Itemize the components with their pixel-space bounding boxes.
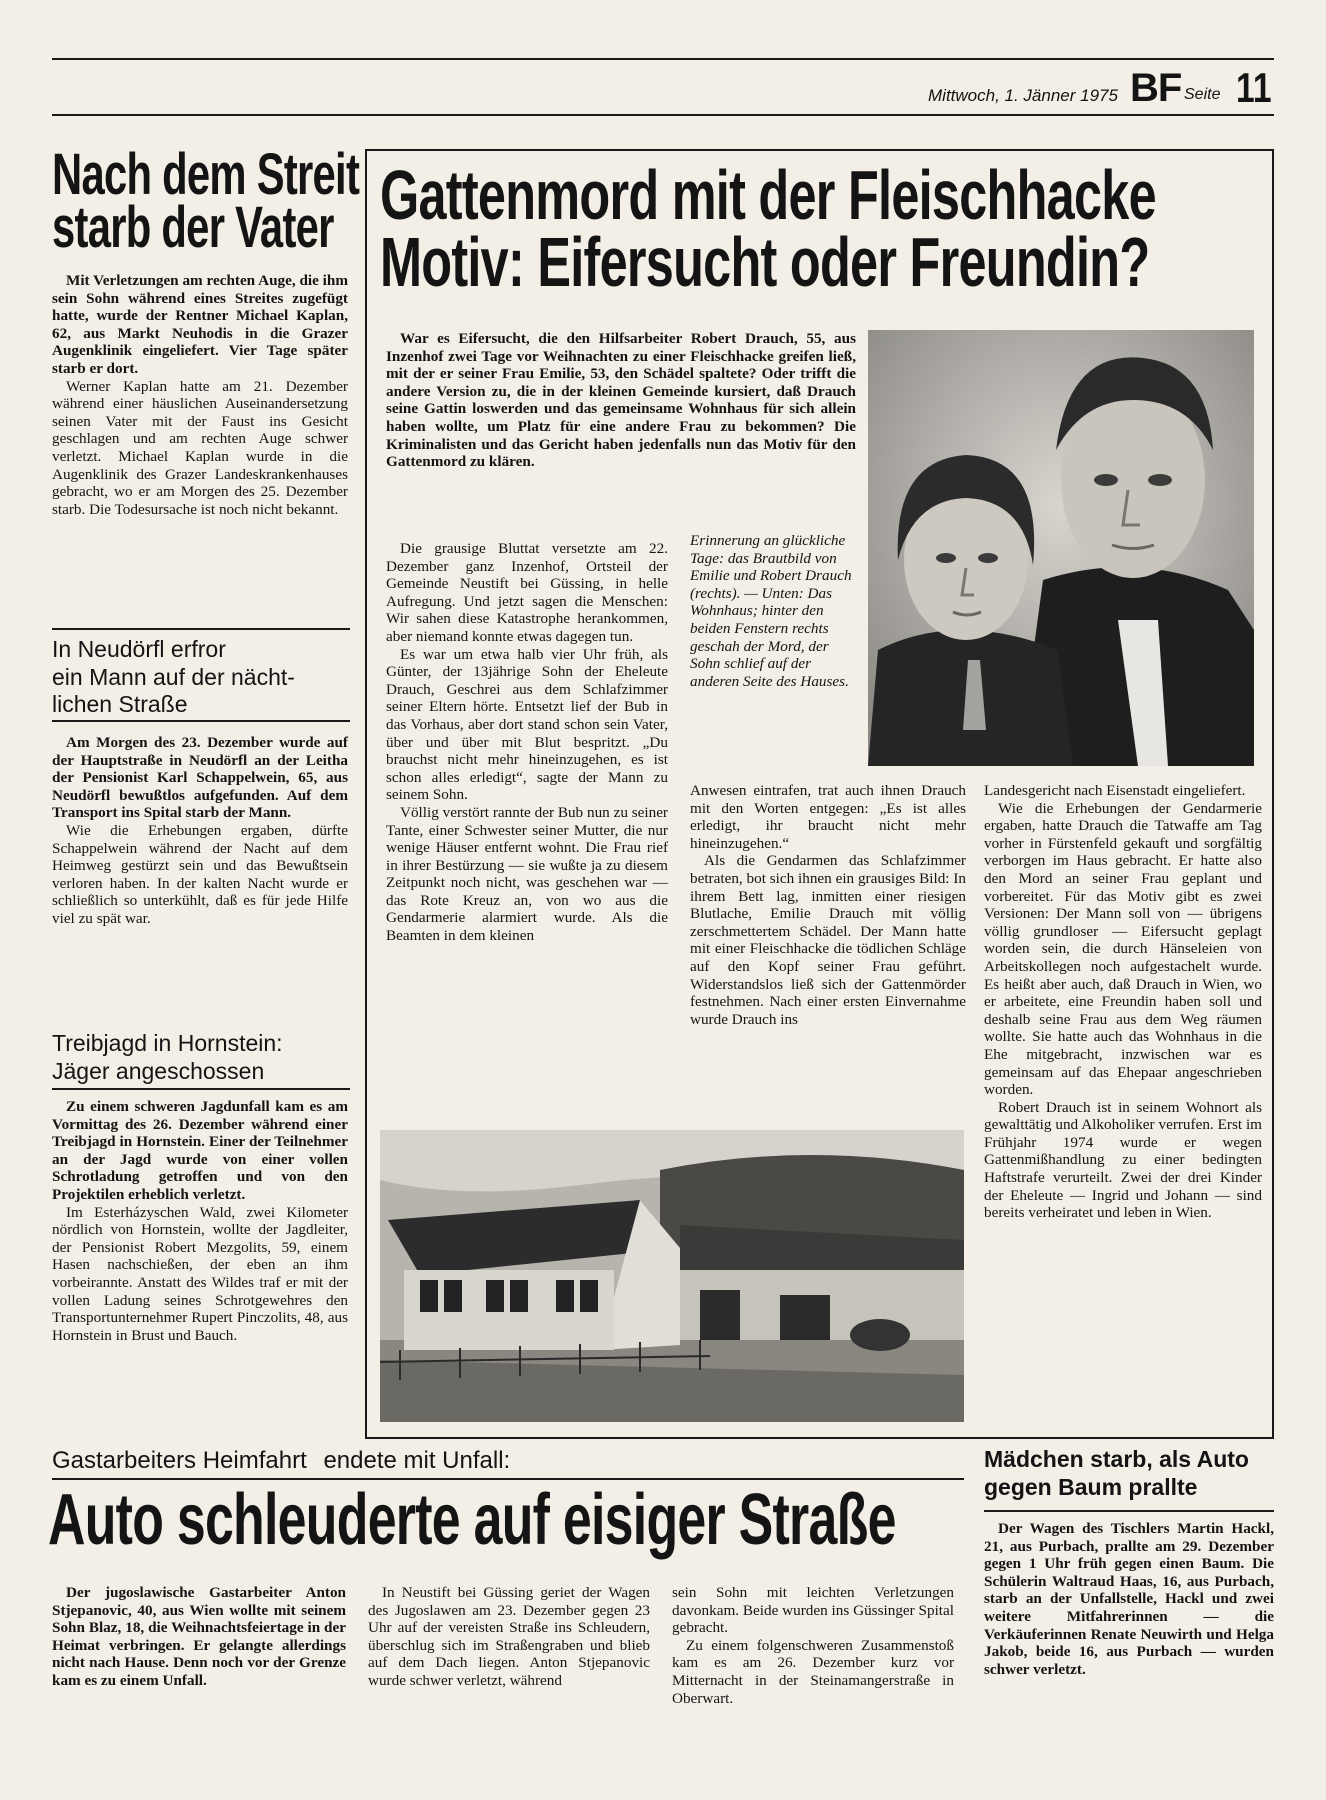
issue-date: Mittwoch, 1. Jänner 1975 [928,86,1118,105]
main-col-1 [386,540,668,945]
car-kicker-2: endete mit Unfall: [323,1447,511,1474]
house-photo [380,1130,964,1422]
car-col-2 [368,1584,650,1690]
headline-girl-1: Mädchen starb, als Auto [984,1446,1249,1472]
main-headline-block [380,156,1280,302]
main-lead-text: War es Eifersucht, die den Hilfsarbeiter Robert Drauch, 55, aus Inzenhof zwei Tage vor Weihnachten zu einer Fleischhacke greifen ließ, mit der er seiner Frau Emilie, 53, den Schädel spaltete? Oder trifft die andere Version zu, die in der kleinen Gemeinde kursiert, daß Drauch seine Gattin loswerden und das gemeinsame Wohnhaus für sich allein haben wollte, um Platz für eine andere Frau zu bekommen? Die Kriminalisten und das Gericht haben jedenfalls nun das Motiv für den Gattenmord zu klären. [386,330,856,471]
hunt-lead: Zu einem schweren Jagdunfall kam es am Vormittag des 26. Dezember während einer Treibjagd in Hornstein. Einer der Teilnehmer an der Jagd wurde von einer vollen Schrotladung getroffen und von den Projektilen erheblich verletzt. [52,1098,348,1203]
main-col-3 [984,782,1262,1222]
main-col3-p2: Wie die Erhebungen der Gendarmerie ergaben, hatte Drauch die Tatwaffe am Tag vorher in Fürstenfeld gekauft und sorgfältig verborgen im Haus gebracht. Er hatte also den Mord an seiner Frau geplant und vorbereitet. Für das Motiv gibt es zwei Versionen: Der Mann soll von — übrigens völlig grundloser — Eifersucht geplagt worden sein, die durch Hänseleien von Arbeitskollegen noch aufgestachelt wurde. Es heißt aber auch, daß Drauch in Wien, wo er arbeitete, eine Freundin haben soll und deshalb seine Frau aus dem Weg räumen wollte. Sie hatte auch das Wohnhaus in die Ehe mitgebracht, inzwischen war es gemeinsam auf das Ehepaar angeschrieben worden. [984,799,1262,1099]
main-col1-p3: Völlig verstört rannte der Bub nun zu seiner Tante, einer Schwester seiner Mutter, die nur wenige Häuser entfernt wohnt. Die Frau rief in ihrer Bestürzung — sie wußte ja zu diesem Zeitpunkt noch nicht, was geschehen war — das Rote Kreuz an, von wo aus die Gendarmerie alarmiert wurde. Als die Beamten in dem kleinen [386,803,668,945]
headline-hunt-1: Treibjagd in Hornstein: [52,1030,283,1056]
main-col1-p1: Die grausige Bluttat versetzte am 22. Dezember ganz Inzenhof, Ortsteil der Gemeinde Neustift bei Güssing, in helle Aufregung. Und jetzt sagen die Menschen: Wir sahen diese Katastrophe herankommen, aber niemand konnte etwas dagegen tun. [386,540,668,645]
article-girl-text [984,1520,1274,1678]
main-col3-p3: Robert Drauch ist in seinem Wohnort als gewalttätig und Alkoholiker verrufen. Erst im Frühjahr 1974 wurde er wegen Gattenmißhandlung zu einer bedingten Haftstrafe verurteilt. Zwei der drei Kinder der Eheleute — Ingrid und Johann — sind bereits verheiratet und leben in Wien. [984,1098,1262,1222]
hunt-body: Im Esterházyschen Wald, zwei Kilometer nördlich von Hornstein, wollte der Jagdleiter, der Pensionist Robert Mezgolits, 59, einem Hasen nachschießen, der eben an ihm vorbeirannte. Anstatt des Wildes traf er mit der vollen Ladung seines Schrotgewehres den Transportunternehmer Rupert Pinczolits, 48, aus Hornstein in Brust und Bauch. [52,1203,348,1344]
girl-body: Der Wagen des Tischlers Martin Hackl, 21, aus Purbach, prallte am 29. Dezember gegen 1 Uhr früh gegen einen Baum. Die Schülerin Waltraud Haas, 16, aus Purbach, starb an der Unfallstelle, Hackl und zwei weitere Mitfahrerinnen — die Verkäuferinnen Renate Neuwirth und Helga Jakob, beide 16, aus Purbach — wurden schwer verletzt. [984,1520,1274,1678]
photo-caption: Erinnerung an glückliche Tage: das Brautbild von Emilie und Robert Drauch (rechts). — Unten: Das Wohnhaus; hinter den beiden Fenstern rechts geschah der Mord, der Sohn schlief auf der anderen Seite des Hauses. [690,532,852,690]
headline-main-1: Gattenmord mit der Fleischhacke [380,156,1156,234]
car-col-1 [52,1584,346,1690]
newspaper-logo: BF [1130,66,1182,110]
article-father-text [52,272,348,518]
main-col2-p2: Als die Gendarmen das Schlafzimmer betraten, bot sich ihnen ein grausiges Bild: In ihrem Bett lag, inmitten einer riesigen Blutlache, Emilie Drauch mit völlig zerschmettertem Schädel. Der Mann hatte mit einer Fleischhacke die tödlichen Schläge auf den Kopf seiner Frau geführt. Widerstandslos ließ sich der Gattenmörder festnehmen. Nach einer ersten Einvernahme wurde Drauch ins [690,852,966,1028]
headline-main-2: Motiv: Eifersucht oder Freundin? [380,223,1150,302]
divider-girl [984,1510,1274,1512]
page-label: Seite [1184,86,1221,103]
headline-neudoerfl-1: In Neudörfl erfror [52,636,226,662]
article-girl-headline [984,1446,1274,1501]
car-kicker [52,1447,852,1476]
father-body: Werner Kaplan hatte am 21. Dezember während einer häuslichen Auseinandersetzung seinen Vater mit der Faust ins Gesicht geschlagen und am rechten Auge schwer verletzt. Michael Kaplan wurde in die Augenklinik des Grazer Landeskrankenhauses gebracht, wo er am Morgen des 25. Dezember starb. Die Todesursache ist noch nicht bekannt. [52,377,348,518]
article-hunt-text [52,1098,348,1344]
main-col1-p2: Es war um etwa halb vier Uhr früh, als Günter, der 13jährige Sohn der Eheleute Drauch, Geschrei aus dem Schlafzimmer seiner Eltern hörte. Entsetzt lief der Bub in das Vorhaus, aber dort stand schon sein Vater, über und über mit Blut bespritzt. „Du brauchst nicht mehr hineinzugehen, es ist schon alles erledigt“, sagte der Mann zu seinem Sohn. [386,645,668,804]
car-col1-text: Der jugoslawische Gastarbeiter Anton Stjepanovic, 40, aus Wien wollte mit seinem Sohn Blaz, 18, die Weihnachtsfeiertage in der Heimat verbringen. Er gelangte allerdings nicht nach Hause. Denn noch vor der Grenze kam es zu einem Unfall. [52,1584,346,1689]
headline-father-1: Nach dem Streit [52,142,360,207]
top-rule [52,58,1274,60]
article-neudoerfl-text [52,734,348,928]
car-headline-block [48,1480,988,1560]
article-hunt-headline [52,1030,352,1085]
car-col3-p1: sein Sohn mit leichten Verletzungen davonkam. Beide wurden ins Güssinger Spital gebracht. [672,1584,954,1637]
father-lead: Mit Verletzungen am rechten Auge, die ihm sein Sohn während eines Streites zugefügt hatte, wurde der Rentner Michael Kaplan, 62, aus Markt Neuhodis in die Grazer Augenklinik eingeliefert. Vier Tage später starb er dort. [52,272,348,377]
masthead-rule [52,114,1274,116]
car-col-3 [672,1584,954,1707]
main-col3-p1: Landesgericht nach Eisenstadt eingeliefert. [984,782,1246,799]
headline-neudoerfl-3: lichen Straße [52,691,188,718]
portrait-illustration [868,330,1254,766]
headline-father-2: starb der Vater [52,195,334,261]
divider-left-3 [52,1088,350,1090]
headline-girl-2: gegen Baum prallte [984,1473,1198,1500]
divider-left-2 [52,720,350,722]
main-col2-p1: Anwesen eintrafen, trat auch ihnen Drauch mit den Worten entgegen: „Es ist alles erledigt, ihr braucht nicht mehr hineinzugehen.“ [690,782,966,852]
article-neudoerfl-headline [52,636,352,719]
main-col-2 [690,782,966,1028]
car-col3-p2: Zu einem folgenschweren Zusammenstoß kam es am 26. Dezember kurz vor Mitternacht in der Steinamangerstraße in Oberwart. [672,1636,954,1707]
headline-hunt-2: Jäger angeschossen [52,1057,265,1084]
divider-left-1 [52,628,350,630]
headline-neudoerfl-2: ein Mann auf der nächt- [52,663,295,690]
neudoerfl-lead: Am Morgen des 23. Dezember wurde auf der Hauptstraße in Neudörfl an der Leitha der Pensionist Karl Schappelwein, 65, aus Neudörfl bewußtlos aufgefunden. Auf dem Transport ins Spital starb der Mann. [52,734,348,822]
wedding-portrait-photo [868,330,1254,766]
car-col2-text: In Neustift bei Güssing geriet der Wagen des Jugoslawen am 23. Dezember gegen 23 Uhr auf der vereisten Straße ins Schleudern, überschlug sich im Straßengraben und blieb auf dem Dach liegen. Anton Stjepanovic wurde schwer verletzt, während [368,1584,650,1689]
house-illustration [380,1130,964,1422]
page-number: 11 [1236,64,1272,111]
headline-car: Auto schleuderte auf eisiger Straße [48,1480,896,1560]
car-kicker-1: Gastarbeiters Heimfahrt [52,1447,307,1474]
main-lead [386,330,856,471]
article-father [52,142,360,261]
neudoerfl-body: Wie die Erhebungen ergaben, dürfte Schappelwein während der Nacht auf dem Heimweg gestürzt sein und das Bewußtsein verloren haben. In der kalten Nacht wurde er schließlich so unterkühlt, daß es für jede Hilfe viel zu spät war. [52,821,348,927]
